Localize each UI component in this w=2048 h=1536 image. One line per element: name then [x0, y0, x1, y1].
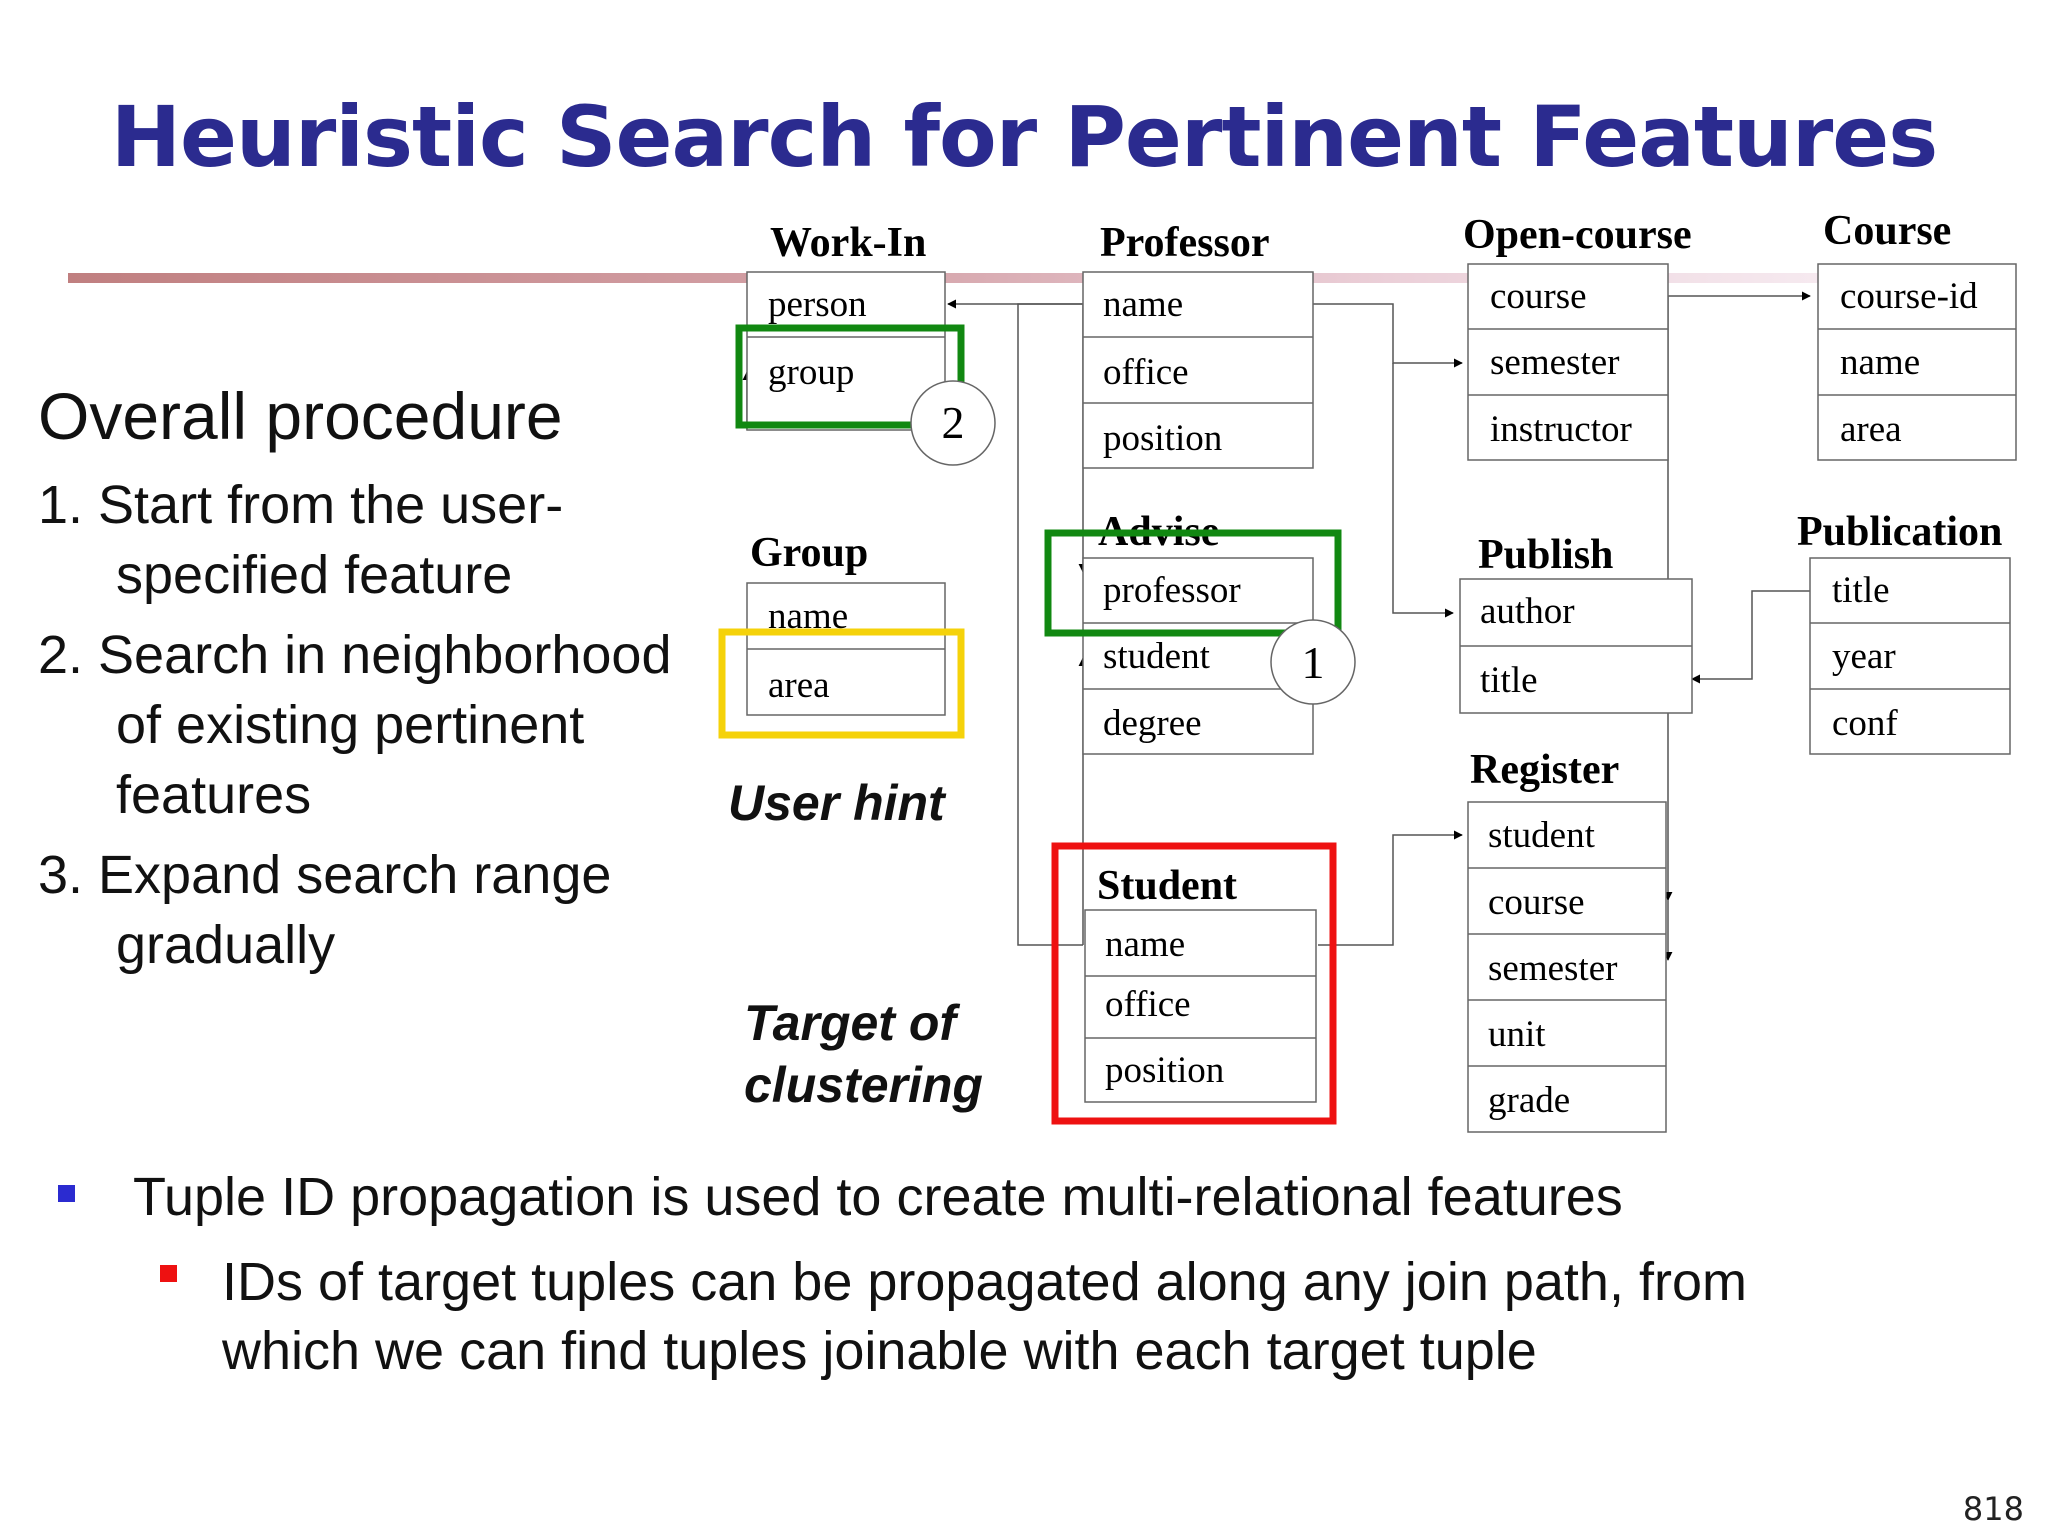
field-advise-student: student [1103, 636, 1210, 677]
field-publish-author: author [1480, 591, 1575, 632]
field-group-area: area [768, 665, 830, 706]
table-title-publish: Publish [1478, 532, 1614, 578]
field-open-course-instructor: instructor [1490, 409, 1632, 450]
step-2-line-2: of existing pertinent [116, 695, 585, 755]
field-publication-year: year [1832, 636, 1896, 677]
marker-2 [911, 381, 995, 465]
field-professor-name: name [1103, 284, 1184, 325]
field-course-area: area [1840, 409, 1902, 450]
table-title-professor: Professor [1100, 220, 1270, 266]
target-label-line-2: clustering [744, 1057, 983, 1113]
bullet-square-main [58, 1185, 75, 1202]
field-register-grade: grade [1488, 1080, 1571, 1121]
step-1-line-1: 1. Start from the user- [38, 475, 564, 535]
field-work-in-person: person [768, 284, 867, 325]
table-title-advise: Advise [1098, 509, 1220, 555]
target-label-line-1: Target of [744, 995, 957, 1051]
user-hint-label: User hint [728, 775, 945, 831]
bullet-sub-line-1: IDs of target tuples can be propagated along any join path, from [222, 1252, 1747, 1312]
join-line-professor-opencourse [1313, 304, 1462, 363]
slide-title: Heuristic Search for Pertinent Features [110, 88, 1938, 186]
table-title-register: Register [1470, 747, 1620, 793]
bullet-square-sub [160, 1265, 177, 1282]
field-course-course-id: course-id [1840, 276, 1978, 317]
step-1-line-2: specified feature [116, 545, 513, 605]
field-register-unit: unit [1488, 1014, 1546, 1055]
field-register-student: student [1488, 815, 1595, 856]
step-3-line-1: 3. Expand search range [38, 845, 612, 905]
page-number: 818 [1962, 1490, 2024, 1528]
join-line-professor-publish [1393, 363, 1453, 613]
field-open-course-semester: semester [1490, 342, 1620, 383]
join-line-publication-publish [1692, 591, 1810, 679]
field-publication-title: title [1832, 570, 1890, 611]
table-title-work-in: Work-In [770, 220, 927, 266]
field-advise-professor: professor [1103, 570, 1241, 611]
table-title-course: Course [1823, 208, 1952, 254]
table-title-open-course: Open-course [1463, 212, 1692, 258]
field-course-name: name [1840, 342, 1921, 383]
step-2-line-3: features [116, 765, 312, 825]
field-advise-degree: degree [1103, 703, 1202, 744]
bullet-sub-line-2: which we can find tuples joinable with each target tuple [222, 1321, 1537, 1381]
table-title-publication: Publication [1797, 509, 2003, 555]
table-title-group: Group [750, 530, 869, 576]
field-register-course: course [1488, 882, 1585, 923]
field-professor-office: office [1103, 352, 1189, 393]
step-2-line-1: 2. Search in neighborhood [38, 625, 672, 685]
procedure-title: Overall procedure [38, 379, 563, 453]
table-title-student: Student [1097, 863, 1238, 909]
bullet-sub-text [222, 1248, 1922, 1386]
field-student-name: name [1105, 924, 1186, 965]
field-student-office: office [1105, 984, 1191, 1025]
join-line-student-register [1318, 835, 1462, 945]
field-publication-conf: conf [1832, 703, 1898, 744]
marker-2-label: 2 [941, 397, 965, 448]
marker-1-label: 1 [1301, 637, 1325, 688]
field-group-name: name [768, 596, 849, 637]
field-work-in-group: group [768, 352, 855, 393]
marker-1 [1271, 620, 1355, 704]
field-professor-position: position [1103, 418, 1223, 459]
step-3-line-2: gradually [116, 915, 336, 975]
field-register-semester: semester [1488, 948, 1618, 989]
field-publish-title: title [1480, 660, 1538, 701]
bullet-main-text: Tuple ID propagation is used to create multi-relational features [133, 1167, 1623, 1227]
field-student-position: position [1105, 1050, 1225, 1091]
field-open-course-course: course [1490, 276, 1587, 317]
